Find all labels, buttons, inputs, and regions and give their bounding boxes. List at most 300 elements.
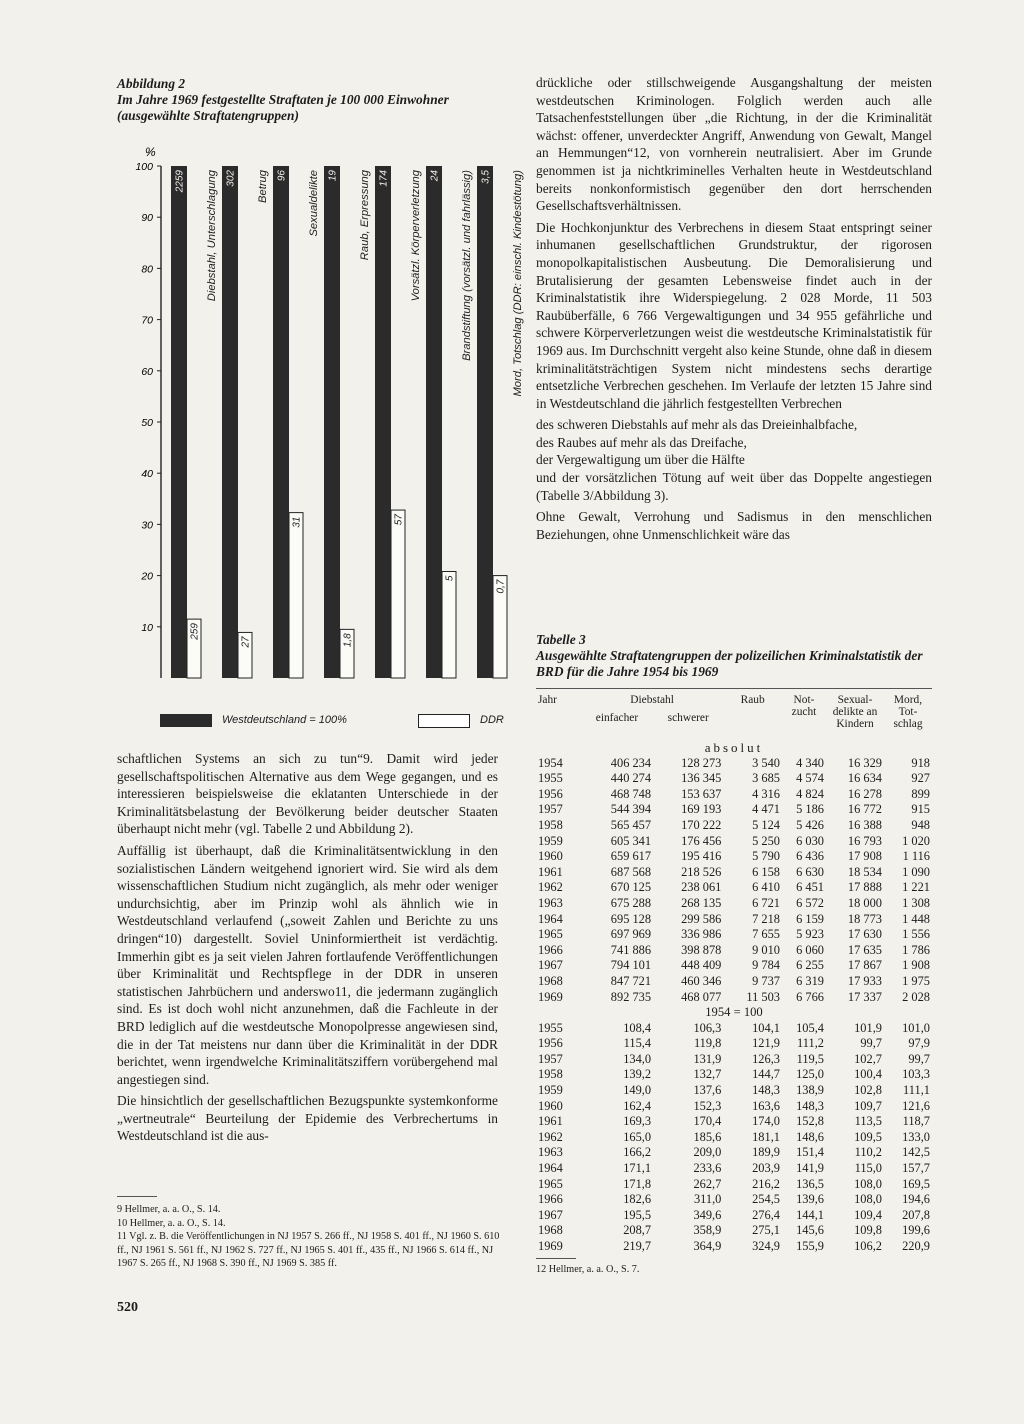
table-row: [536, 1021, 932, 1037]
table-cell: 336 986: [681, 927, 722, 942]
table-row: [536, 802, 932, 818]
table-cell: 101,9: [854, 1020, 882, 1035]
table-cell: 5 790: [752, 849, 780, 864]
table-cell-year: 1964: [538, 1161, 563, 1176]
table-cell-year: 1968: [538, 1223, 563, 1238]
table-cell: 1 975: [902, 973, 930, 988]
table-cell: 6 451: [796, 880, 824, 895]
table-cell: 1 116: [902, 849, 930, 864]
table-cell: 136,5: [796, 1176, 824, 1191]
paragraph: Die Hochkonjunktur des Verbrechens in diesem Staat entspringt seiner inhumanen gesellschaftlichen Grundstruktur, der rigorosen monopolkapitalistischen Ausbeutung. Die Demoralisierung und Brutalisierung der gesamten Lebensweise findet auch in der Kriminalstatistik ihre Widerspiegelung. 2 028 Morde, 11 503 Raubüberfälle, 6 766 Vergewaltigungen und 34 955 gefährliche und schwere Körperverletzungen weist die westdeutsche Kriminalstatistik für 1969 aus. Im Durchschnitt vergeht also keine Stunde, ohne daß in diesem kriminalitätsträchtigen System nicht mindestens sechs derartige entsetzliche Verbrechen geschehen. Im Verlaufe der letzten 15 Jahre sind in Westdeutschland die jährlich festgestellten Verbrechen: [536, 219, 932, 411]
table-cell: 101,0: [902, 1020, 930, 1035]
table-cell: 6 255: [796, 958, 824, 973]
bar-value-label-west: 96: [276, 170, 288, 182]
table-row: [536, 1099, 932, 1115]
table-cell-year: 1964: [538, 911, 563, 926]
table-row: [536, 880, 932, 896]
table-cell: 18 000: [847, 895, 882, 910]
right-column-text: [536, 74, 932, 547]
table-row: [536, 912, 932, 928]
table-cell: 104,1: [752, 1020, 780, 1035]
table-cell: 153 637: [681, 786, 722, 801]
table-cell: 440 274: [610, 771, 652, 786]
table-cell: 275,1: [752, 1223, 780, 1238]
table-cell: 16 772: [847, 802, 882, 817]
table-cell: 6 572: [796, 895, 824, 910]
bar-ddr: [391, 510, 405, 678]
table-cell: 170 222: [681, 817, 722, 832]
table-cell: 119,8: [693, 1036, 722, 1051]
table-cell-year: 1960: [538, 849, 563, 864]
bar-west: [324, 166, 340, 678]
table-cell: 136 345: [681, 771, 722, 786]
table-cell: 3 685: [752, 771, 780, 786]
table-cell: 149,0: [623, 1083, 652, 1098]
paragraph: Ohne Gewalt, Verrohung und Sadismus in den menschlichen Beziehungen, ohne Unmenschlichkeit wäre das: [536, 509, 932, 542]
table-cell: 121,9: [752, 1036, 780, 1051]
table-cell: 148,3: [752, 1083, 780, 1098]
category-label: Diebstahl, Unterschlagung: [206, 170, 218, 302]
table-cell: 460 346: [681, 973, 722, 988]
table-cell: 139,6: [796, 1192, 824, 1207]
table-cell: 16 634: [847, 771, 882, 786]
table-cell: 268 135: [681, 895, 722, 910]
list-line: und der vorsätzlichen Tötung auf weit über das Doppelte angestiegen (Tabelle 3/Abbildung 3).: [536, 470, 932, 503]
table-row: [536, 756, 932, 772]
table-cell-year: 1966: [538, 1192, 563, 1207]
bar-value-label-west: 24: [429, 170, 441, 182]
chart-legend: [160, 711, 520, 733]
table-header-row: [536, 694, 932, 712]
table-cell: 137,6: [693, 1083, 722, 1098]
table-cell-year: 1969: [538, 989, 563, 1004]
table-cell: 171,8: [623, 1176, 652, 1191]
table-cell: 103,3: [902, 1067, 930, 1082]
table-cell: 176 456: [681, 833, 722, 848]
bar-value-label-west: 174: [378, 170, 390, 187]
table-cell-year: 1957: [538, 802, 563, 817]
table-row: [536, 1067, 932, 1083]
table-row: [536, 1208, 932, 1224]
table-cell: 169,5: [902, 1176, 930, 1191]
bar-value-label-ddr: 0,7: [495, 579, 507, 594]
table-cell-year: 1963: [538, 1145, 563, 1160]
table-row: [536, 1083, 932, 1099]
table-row: [536, 943, 932, 959]
table-cell-year: 1967: [538, 958, 563, 973]
table-cell-year: 1955: [538, 1020, 563, 1035]
table-caption: [536, 632, 936, 680]
table-cell: 238 061: [681, 880, 722, 895]
table-cell: 157,7: [902, 1161, 930, 1176]
table-cell: 18 534: [847, 864, 882, 879]
bar-value-label-ddr: 27: [240, 636, 252, 648]
section-label-index: 1954 = 100: [705, 1005, 763, 1020]
paragraph: schaftlichen Systems an sich zu tun“9. Damit wird jeder gesellschaftspolitischen Alternative aus dem Wege gegangen, und es interessieren beispielsweise die eklatanten Unterschiede in der Kriminalitätsbelastung der Bevölkerung beider deutscher Staaten überhaupt nicht mehr (vgl. Tabelle 2 und Abbildung 2).: [117, 751, 498, 837]
table-cell: 169 193: [681, 802, 722, 817]
section-label-absolute: absolut: [704, 740, 764, 755]
table-cell: 16 278: [847, 786, 882, 801]
table-cell: 17 867: [847, 958, 882, 973]
table-cell: 109,4: [854, 1207, 882, 1222]
y-tick-label: 20: [141, 570, 153, 583]
table-row: [536, 771, 932, 787]
table-cell-year: 1956: [538, 1036, 563, 1051]
table-cell: 145,6: [796, 1223, 824, 1238]
section-row-absolute: [536, 736, 932, 756]
table-cell: 118,7: [902, 1114, 930, 1129]
table-cell: 4 340: [796, 755, 824, 770]
table-cell: 398 878: [681, 942, 722, 957]
y-tick-label: 70: [141, 314, 153, 327]
table-cell: 144,1: [796, 1207, 824, 1222]
table-cell: 181,1: [752, 1129, 780, 1144]
table-body-absolute: [536, 736, 932, 1005]
table-cell-year: 1961: [538, 1114, 563, 1129]
table-cell: 144,7: [752, 1067, 780, 1082]
table-cell: 605 341: [610, 833, 652, 848]
table-cell: 115,4: [623, 1036, 652, 1051]
table-cell: 111,1: [903, 1083, 930, 1098]
table-cell: 102,7: [854, 1051, 882, 1066]
table-cell: 119,5: [796, 1051, 824, 1066]
bar-value-label-west: 3,5: [480, 170, 492, 184]
bar-west: [477, 166, 493, 678]
table-cell: 182,6: [623, 1192, 652, 1207]
col-header-year: Jahr: [538, 694, 557, 706]
table-cell: 17 337: [847, 989, 882, 1004]
table-cell: 141,9: [796, 1161, 824, 1176]
table-cell: 915: [911, 802, 930, 817]
table-cell: 165,0: [623, 1129, 652, 1144]
table-cell: 1 308: [902, 895, 930, 910]
table-cell: 207,8: [902, 1207, 930, 1222]
table-cell: 918: [911, 755, 930, 770]
bar-value-label-ddr: 31: [291, 516, 303, 528]
table-cell: 254,5: [752, 1192, 780, 1207]
bar-west: [273, 166, 289, 678]
col-header-simple-theft: einfacher: [595, 712, 639, 725]
table-cell: 1 020: [902, 833, 930, 848]
bar-value-label-ddr: 259: [189, 623, 201, 640]
table-cell: 106,2: [854, 1239, 882, 1253]
table-cell: 927: [911, 771, 930, 786]
table-cell-year: 1967: [538, 1207, 563, 1222]
table-cell: 6 030: [796, 833, 824, 848]
table-cell: 105,4: [796, 1020, 824, 1035]
left-column-text: [117, 750, 498, 1149]
table-cell-year: 1965: [538, 1176, 563, 1191]
paragraph: Auffällig ist überhaupt, daß die Kriminalitätsentwicklung in den sozialistischen Ländern weitgehend ignoriert wird. Sie wird als dem wissenschaftlichen Studium nicht zugänglich, als mehr oder weniger undurchsichtig, aber im Prinzip wohl als ähnlich wie in Westdeutschland verlaufend („soweit Zahlen und Berichte zu uns dringen“10) dargestellt. Soviel Uninformiertheit ist verdächtig. Immerhin gibt es ja seit vielen Jahren fortlaufende Veröffentlichungen über Kriminalität und Rechtspflege in der DDR in unseren statistischen Jahrbüchern und anderswo11, die jedermann zugänglich sind. Es ist doch wohl nicht anzunehmen, daß die Fachleute in der BRD lediglich auf die westdeutsche Monopolpresse angewiesen sind, die in der Tat meistens nur dann über die Kriminalität in der DDR berichtet, wenn irgendwelche Kriminalitätsziffern vorübergehend mal angestiegen sind.: [117, 842, 498, 1087]
table-cell-year: 1958: [538, 1067, 563, 1082]
table-cell: 18 773: [847, 911, 882, 926]
table-cell: 5 250: [752, 833, 780, 848]
table-cell-year: 1962: [538, 880, 563, 895]
table-row: [536, 1223, 932, 1239]
footnote-10: 10 Hellmer, a. a. O., S. 14.: [117, 1217, 226, 1229]
table-cell: 133,0: [902, 1129, 930, 1144]
bar-value-label-west: 19: [327, 170, 339, 182]
col-header-theft: Diebstahl: [630, 694, 674, 706]
table-cell: 199,6: [902, 1223, 930, 1238]
table-cell: 675 288: [610, 895, 652, 910]
table-cell: 109,7: [854, 1098, 882, 1113]
category-label: Betrug: [257, 170, 269, 203]
table-cell: 4 574: [796, 771, 824, 786]
table-cell: 233,6: [693, 1161, 722, 1176]
table-row: [536, 990, 932, 1006]
y-axis-unit: %: [145, 145, 156, 159]
col-header-robbery: Raub: [740, 694, 765, 706]
category-label: Mord, Totschlag (DDR: einschl. Kindestötung): [512, 170, 524, 397]
table-cell: 741 886: [610, 942, 652, 957]
col-header-aggravated-theft: schwerer: [667, 712, 709, 725]
section-row-index: [536, 1005, 932, 1021]
table-cell: 5 923: [796, 927, 824, 942]
table-cell: 110,2: [854, 1145, 882, 1160]
y-tick-label: 80: [141, 263, 153, 276]
table-cell: 132,7: [693, 1067, 722, 1082]
table-cell: 4 824: [796, 786, 824, 801]
y-tick-label: 40: [141, 468, 153, 481]
table-cell: 2 028: [902, 989, 930, 1004]
table-cell: 142,5: [902, 1145, 930, 1160]
table-cell: 219,7: [623, 1239, 652, 1253]
table-cell: 3 540: [752, 755, 780, 770]
category-label: Vorsätzl. Körperverletzung: [410, 170, 422, 302]
table-row: [536, 927, 932, 943]
list-line: der Vergewaltigung um über die Hälfte: [536, 452, 745, 468]
table-cell: 448 409: [681, 958, 722, 973]
table-row: [536, 1052, 932, 1068]
table-cell-year: 1960: [538, 1098, 563, 1113]
table-cell: 189,9: [752, 1145, 780, 1160]
table-cell: 134,0: [623, 1051, 652, 1066]
table-cell: 138,9: [796, 1083, 824, 1098]
y-tick-label: 100: [135, 161, 153, 173]
footnote-divider-right: [536, 1258, 576, 1259]
table-cell: 4 316: [752, 786, 780, 801]
table-body-index: [536, 1005, 932, 1255]
table-row: [536, 865, 932, 881]
table-cell: 9 010: [752, 942, 780, 957]
table-cell: 6 159: [796, 911, 824, 926]
table-cell: 6 060: [796, 942, 824, 957]
table-cell: 99,7: [860, 1036, 882, 1051]
y-tick-label: 60: [141, 365, 153, 378]
table-row: [536, 834, 932, 850]
y-tick-label: 30: [141, 519, 153, 532]
category-label: Brandstiftung (vorsätzl. und fahrlässig): [461, 170, 473, 361]
col-header-murder: Mord, Tot-schlag: [893, 694, 923, 730]
table-cell-year: 1955: [538, 771, 563, 786]
table-cell: 9 784: [752, 958, 780, 973]
y-tick-label: 90: [141, 212, 153, 225]
table-row: [536, 818, 932, 834]
figure-caption-label: Abbildung 2: [117, 76, 186, 91]
table-cell: 468 748: [610, 786, 652, 801]
table-cell: 148,6: [796, 1129, 824, 1144]
figure-caption-title: Im Jahre 1969 festgestellte Straftaten je 100 000 Einwohner (ausgewählte Straftatengruppen): [117, 92, 449, 123]
table-cell: 276,4: [752, 1207, 780, 1222]
table-cell: 670 125: [610, 880, 652, 895]
footnote-12: 12 Hellmer, a. a. O., S. 7.: [536, 1264, 640, 1275]
bar-value-label-west: 2259: [174, 170, 186, 193]
table-cell: 324,9: [752, 1239, 780, 1253]
table-cell: 209,0: [693, 1145, 722, 1160]
table-cell: 155,9: [796, 1239, 824, 1253]
table-caption-title: Ausgewählte Straftatengruppen der polizeilichen Kriminalstatistik der BRD für die Jahre 1954 bis 1969: [536, 648, 923, 679]
table-row: [536, 1130, 932, 1146]
table-cell: 1 448: [902, 911, 930, 926]
table-row: [536, 1114, 932, 1130]
table-cell: 131,9: [693, 1051, 722, 1066]
table-row: [536, 1161, 932, 1177]
footnotes-left: [117, 1203, 507, 1271]
table-row: [536, 1036, 932, 1052]
table-row: [536, 1192, 932, 1208]
table-cell: 6 319: [796, 973, 824, 988]
table-cell: 195,5: [623, 1207, 652, 1222]
table-cell: 847 721: [610, 973, 652, 988]
table-cell: 468 077: [681, 989, 722, 1004]
table-cell: 5 124: [752, 817, 780, 832]
table-cell: 148,3: [796, 1098, 824, 1113]
bar-value-label-ddr: 57: [393, 514, 405, 526]
bar-ddr: [289, 513, 303, 678]
table-cell: 218 526: [681, 864, 722, 879]
paragraph: drückliche oder stillschweigende Ausgangshaltung der meisten westdeutschen Kriminologen. Folglich werden auch alle Tatsachenfeststellungen über „die Richtung, in der die Kriminalität wächst: offener, unverdeckter Angriff, Anwendung von Gewalt, Mangel an Hemmungen“12, von vornherein neutralisiert. Aber im Grunde genommen ist ja nichtkriminelles Verhalten heute in Westdeutschland bereits nonkonformistisch gegenüber den dort herrschenden Gesellschaftsverhältnissen.: [536, 75, 932, 214]
table-cell: 194,6: [902, 1192, 930, 1207]
bar-value-label-ddr: 1,8: [342, 633, 354, 648]
bar-west: [375, 166, 391, 678]
table-cell: 152,3: [693, 1098, 722, 1113]
table-cell: 6 766: [796, 989, 824, 1004]
table-row: [536, 958, 932, 974]
table-cell: 17 908: [847, 849, 882, 864]
table-cell: 5 426: [796, 817, 824, 832]
table-cell: 687 568: [610, 864, 652, 879]
table-cell: 6 721: [752, 895, 780, 910]
table-cell: 9 737: [752, 973, 780, 988]
legend-label-west: Westdeutschland = 100%: [222, 714, 347, 726]
table-cell: 6 436: [796, 849, 824, 864]
table-cell: 195 416: [681, 849, 722, 864]
table-cell: 115,0: [854, 1161, 882, 1176]
bar-ddr: [442, 572, 456, 678]
table-cell: 162,4: [623, 1098, 652, 1113]
table-cell: 358,9: [693, 1223, 722, 1238]
table-cell: 185,6: [693, 1129, 722, 1144]
table-cell: 220,9: [902, 1239, 930, 1253]
table-cell: 262,7: [693, 1176, 722, 1191]
category-label: Sexualdelikte: [308, 170, 320, 237]
table-cell-year: 1963: [538, 895, 563, 910]
table-cell: 4 471: [752, 802, 780, 817]
figure-caption: [117, 76, 507, 124]
table-cell: 121,6: [902, 1098, 930, 1113]
table-cell: 152,8: [796, 1114, 824, 1129]
table-cell: 128 273: [681, 755, 722, 770]
table-cell: 111,2: [797, 1036, 824, 1051]
table-cell: 697 969: [610, 927, 652, 942]
table-cell: 109,8: [854, 1223, 882, 1238]
table-cell: 6 410: [752, 880, 780, 895]
y-tick-label: 50: [141, 417, 153, 429]
list-line: des Raubes auf mehr als das Dreifache,: [536, 434, 747, 450]
category-label: Raub, Erpressung: [359, 170, 371, 261]
table-cell: 1 556: [902, 927, 930, 942]
table-cell: 565 457: [610, 817, 652, 832]
table-row: [536, 896, 932, 912]
table-cell: 125,0: [796, 1067, 824, 1082]
table-row: [536, 1177, 932, 1193]
table-cell: 102,8: [854, 1083, 882, 1098]
bar-west: [426, 166, 442, 678]
table-cell-year: 1962: [538, 1129, 563, 1144]
table-cell: 17 888: [847, 880, 882, 895]
table-cell-year: 1966: [538, 942, 563, 957]
table-cell: 203,9: [752, 1161, 780, 1176]
bar-value-label-west: 302: [225, 170, 237, 187]
table-cell: 406 234: [610, 755, 652, 770]
footnote-divider: [117, 1196, 157, 1197]
table-cell-year: 1959: [538, 833, 563, 848]
table-cell: 1 908: [902, 958, 930, 973]
table-caption-label: Tabelle 3: [536, 632, 586, 647]
table-cell: 163,6: [752, 1098, 780, 1113]
bar-chart: [113, 140, 524, 740]
page-number: 520: [117, 1300, 138, 1315]
table-cell: 108,4: [623, 1020, 652, 1035]
table-cell: 16 388: [847, 817, 882, 832]
table-cell: 7 218: [752, 911, 780, 926]
table-cell-year: 1954: [538, 755, 563, 770]
table-cell: 16 329: [847, 755, 882, 770]
table-cell: 794 101: [610, 958, 652, 973]
bar-west: [222, 166, 238, 678]
table-cell: 169,3: [623, 1114, 652, 1129]
legend-swatch-ddr: [418, 714, 470, 728]
table-row: [536, 1145, 932, 1161]
table-cell-year: 1961: [538, 864, 563, 879]
table-cell: 100,4: [854, 1067, 882, 1082]
table-cell: 1 786: [902, 942, 930, 957]
table-cell-year: 1959: [538, 1083, 563, 1098]
y-tick-label: 10: [141, 621, 153, 634]
table-cell: 17 630: [847, 927, 882, 942]
table-cell: 208,7: [623, 1223, 652, 1238]
table-cell: 139,2: [623, 1067, 652, 1082]
paragraph: Die hinsichtlich der gesellschaftlichen Bezugspunkte systemkonforme „wertneutrale“ Beurteilung der Epidemie des Verbrechertums in Westdeutschland ist die aus-: [117, 1093, 498, 1144]
table-cell: 151,4: [796, 1145, 824, 1160]
table-cell: 17 933: [847, 973, 882, 988]
table-cell: 171,1: [623, 1161, 652, 1176]
table-cell: 166,2: [623, 1145, 652, 1160]
table-cell: 659 617: [610, 849, 652, 864]
table-top-rule: [536, 688, 932, 689]
table-cell: 6 158: [752, 864, 780, 879]
table-row: [536, 849, 932, 865]
table-row: [536, 787, 932, 803]
table-cell: 108,0: [854, 1192, 882, 1207]
footnote-9: 9 Hellmer, a. a. O., S. 14.: [117, 1204, 221, 1215]
table-cell: 311,0: [693, 1192, 722, 1207]
table-cell: 97,9: [908, 1036, 930, 1051]
table-cell-year: 1969: [538, 1239, 563, 1253]
table-cell-year: 1958: [538, 817, 563, 832]
table-cell: 899: [911, 786, 930, 801]
